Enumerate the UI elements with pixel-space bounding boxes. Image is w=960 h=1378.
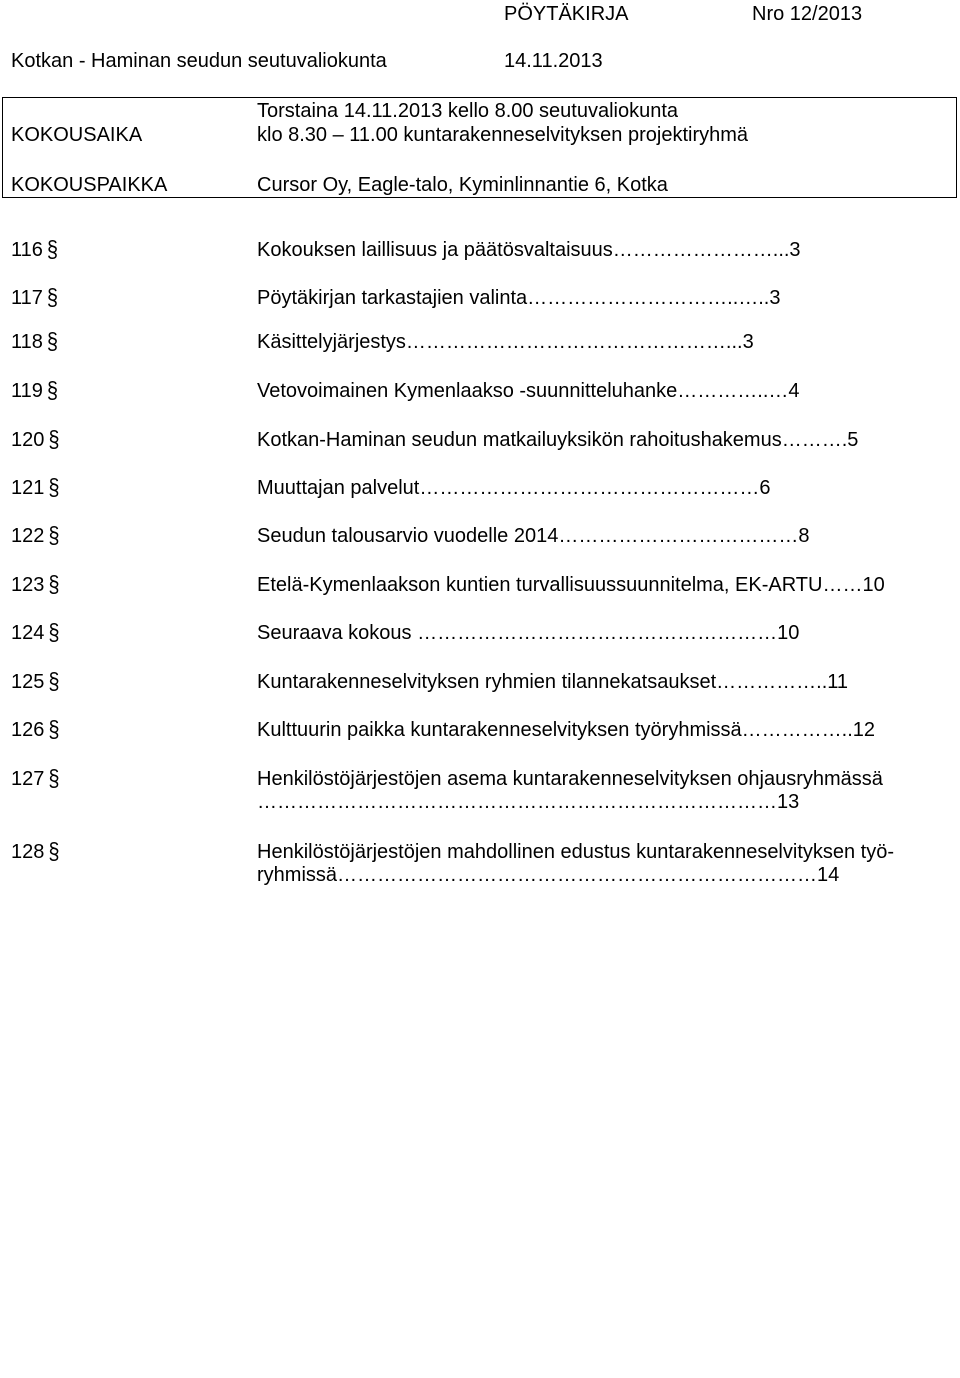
toc-title: Henkilöstöjärjestöjen mahdollinen edustus kuntarakenneselvityksen työ- [257,841,895,863]
section-sign: § [48,839,60,865]
toc-section-number [11,767,60,791]
organization-name: Kotkan - Haminan seudun seutuvaliokunta [11,50,387,72]
toc-section-number [11,524,60,548]
toc-title: Henkilöstöjärjestöjen asema kuntarakenneselvityksen ohjausryhmässä [257,768,883,790]
document-type: PÖYTÄKIRJA [504,3,629,25]
section-sign: § [48,766,60,792]
box-left-border [2,97,3,197]
toc-section-number [11,718,60,742]
toc-title: Kuntarakenneselvityksen ryhmien tilannekatsaukset……………..11 [257,671,849,693]
toc-title: Pöytäkirjan tarkastajien valinta…………………………..…..3 [257,287,781,309]
meeting-place-value: Cursor Oy, Eagle-talo, Kyminlinnantie 6, Kotka [257,174,668,196]
section-sign: § [46,329,59,355]
toc-number-text: 121 [11,477,45,499]
toc-section-number [11,379,58,403]
toc-number-text: 119 [11,380,43,402]
toc-title-continuation: ryhmissä………………………………………………………………14 [257,864,840,886]
section-sign: § [46,237,59,263]
section-sign: § [46,378,59,404]
toc-title: Kotkan-Haminan seudun matkailuyksikön rahoitushakemus……….5 [257,429,859,451]
meeting-place-label: KOKOUSPAIKKA [11,174,168,196]
toc-number-text: 123 [11,574,45,596]
box-top-border [2,97,957,98]
box-right-border [956,97,957,197]
toc-number-text: 124 [11,622,45,644]
box-bottom-border [2,197,957,198]
section-sign: § [48,523,60,549]
toc-number-text: 122 [11,525,45,547]
section-sign: § [48,427,60,453]
section-sign: § [48,717,60,743]
section-sign: § [48,620,60,646]
toc-title: Muuttajan palvelut……………………………………………6 [257,477,771,499]
toc-title: Vetovoimainen Kymenlaakso -suunnitteluhanke…………..…4 [257,380,800,402]
toc-section-number [11,330,58,354]
document-number: Nro 12/2013 [752,3,863,25]
toc-number-text: 118 [11,331,43,353]
toc-number-text: 120 [11,429,45,451]
toc-title: Etelä-Kymenlaakson kuntien turvallisuussuunnitelma, EK-ARTU……10 [257,574,885,596]
toc-title-continuation: ……………………………………………………………………13 [257,791,800,813]
toc-section-number [11,238,58,262]
section-sign: § [46,285,59,311]
toc-section-number [11,428,60,452]
toc-number-text: 116 [11,239,43,261]
toc-title: Käsittelyjärjestys…………………………………………...3 [257,331,754,353]
toc-section-number [11,476,60,500]
toc-title: Kulttuurin paikka kuntarakenneselvityksen työryhmissä……………..12 [257,719,876,741]
toc-number-text: 127 [11,768,45,790]
toc-section-number [11,670,60,694]
document-date: 14.11.2013 [504,50,603,72]
toc-section-number [11,840,60,864]
toc-title: Seuraava kokous ………………………………………………10 [257,622,800,644]
section-sign: § [48,475,60,501]
toc-title: Seudun talousarvio vuodelle 2014………………………………8 [257,525,810,547]
toc-title: Kokouksen laillisuus ja päätösvaltaisuus……………………...3 [257,239,801,261]
toc-number-text: 126 [11,719,45,741]
meeting-time-line2: klo 8.30 – 11.00 kuntarakenneselvityksen projektiryhmä [257,124,749,146]
meeting-time-line1: Torstaina 14.11.2013 kello 8.00 seutuvaliokunta [257,100,679,122]
toc-number-text: 128 [11,841,45,863]
meeting-time-label: KOKOUSAIKA [11,124,143,146]
section-sign: § [48,572,60,598]
toc-section-number [11,286,58,310]
toc-section-number [11,573,60,597]
section-sign: § [48,669,60,695]
toc-section-number [11,621,60,645]
toc-number-text: 117 [11,287,43,309]
toc-number-text: 125 [11,671,45,693]
